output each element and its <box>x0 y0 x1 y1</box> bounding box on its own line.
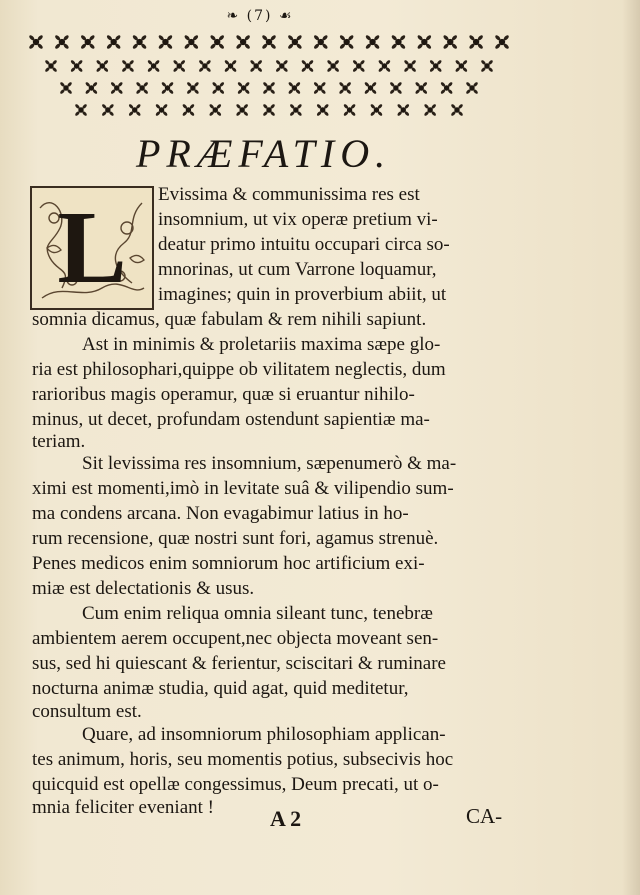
fleuron-ornament <box>429 59 442 72</box>
fleuron-ornament <box>161 81 174 94</box>
fleuron-ornament <box>101 103 114 116</box>
text-line: sus, sed hi quiescant & ferientur, sciscitari & ruminare <box>32 653 446 674</box>
fleuron-ornament <box>424 103 437 116</box>
fleuron-ornament <box>378 59 391 72</box>
fleuron-ornament <box>28 34 43 49</box>
fleuron-ornament <box>443 34 458 49</box>
text-line: nocturna animæ studia, quid agat, quid meditetur, <box>32 678 409 699</box>
fleuron-ornament <box>235 34 250 49</box>
fleuron-ornament <box>96 59 109 72</box>
fleuron-ornament <box>147 59 160 72</box>
fleuron-ornament <box>480 59 493 72</box>
page-edge-shadow <box>622 0 640 895</box>
initial-letter: L <box>57 190 127 305</box>
text-line: minus, ut decet, profundam ostendunt sapientiæ ma- <box>32 409 430 430</box>
fleuron-ornament <box>80 34 95 49</box>
fleuron-ornament <box>316 103 329 116</box>
fleuron-ornament <box>59 81 72 94</box>
fleuron-ornament <box>182 103 195 116</box>
text-line: mnia feliciter eveniant ! <box>32 797 214 818</box>
fleuron-ornament <box>173 59 186 72</box>
fleuron-ornament <box>237 81 250 94</box>
fleuron-ornament <box>313 81 326 94</box>
fleuron-ornament <box>455 59 468 72</box>
fleuron-ornament <box>110 81 123 94</box>
decorated-initial <box>30 186 154 310</box>
catchword: CA- <box>466 804 503 828</box>
text-line: Penes medicos enim somniorum hoc artificium exi- <box>32 553 425 574</box>
fleuron-ornament <box>327 59 340 72</box>
text-line: Quare, ad insomniorum philosophiam applican- <box>82 724 446 745</box>
fleuron-ornament <box>301 59 314 72</box>
text-line: ma condens arcana. Non evagabimur latius in ho- <box>32 503 409 524</box>
fleuron-ornament <box>494 34 509 49</box>
fleuron-ornament <box>262 103 275 116</box>
fleuron-ornament <box>44 59 57 72</box>
fleuron-ornament <box>158 34 173 49</box>
fleuron-ornament <box>209 103 222 116</box>
fleuron-ornament <box>54 34 69 49</box>
fleuron-ornament <box>236 103 249 116</box>
fleuron-ornament <box>262 81 275 94</box>
fleuron-ornament <box>198 59 211 72</box>
fleuron-ornament <box>450 103 463 116</box>
text-line: rum recensione, quæ nostri sunt fori, agamus strenuè. <box>32 528 439 549</box>
fleuron-ornament <box>186 81 199 94</box>
fleuron-ornament <box>224 59 237 72</box>
text-line: Ast in minimis & proletariis maxima sæpe glo- <box>82 334 441 355</box>
fleuron-ornament <box>339 81 352 94</box>
fleuron-ornament <box>417 34 432 49</box>
text-line: Evissima & communissima res est <box>158 184 420 205</box>
fleuron-ornament <box>465 81 478 94</box>
fleuron-ornament <box>287 34 302 49</box>
text-line: imagines; quin in proverbium abiit, ut <box>158 284 447 305</box>
fleuron-ornament <box>250 59 263 72</box>
text-line: mnorinas, ut cum Varrone loquamur, <box>158 259 437 280</box>
text-line: teriam. <box>32 431 86 452</box>
fleuron-ornament <box>121 59 134 72</box>
fleuron-ornament <box>184 34 199 49</box>
text-line: ambientem aerem occupent,nec objecta moveant sen- <box>32 628 439 649</box>
fleuron-ornament <box>364 81 377 94</box>
fleuron-ornament <box>403 59 416 72</box>
fleuron-ornament <box>468 34 483 49</box>
page-title: PRÆFATIO. <box>136 131 392 176</box>
fleuron-ornament <box>128 103 141 116</box>
fleuron-ornament <box>352 59 365 72</box>
fleuron-ornament <box>288 81 301 94</box>
fleuron-ornament <box>415 81 428 94</box>
text-line: ximi est momenti,imò in levitate suâ & vilipendio sum- <box>32 478 454 499</box>
fleuron-ornament <box>397 103 410 116</box>
fleuron-ornament <box>289 103 302 116</box>
fleuron-ornament <box>70 59 83 72</box>
text-line: rarioribus magis operamur, quæ si eruantur nihilo- <box>32 384 415 405</box>
decorative-headpiece <box>26 26 512 126</box>
fleuron-ornament <box>212 81 225 94</box>
fleuron-ornament <box>155 103 168 116</box>
text-line: tes animum, horis, seu momentis potius, subsecivis hoc <box>32 749 454 770</box>
text-line: quicquid est opellæ congessimus, Deum precati, ut o- <box>32 774 439 795</box>
signature-mark: A 2 <box>270 806 302 831</box>
text-line: Sit levissima res insomnium, sæpenumerò & ma- <box>82 453 457 474</box>
fleuron-ornament <box>440 81 453 94</box>
fleuron-ornament <box>389 81 402 94</box>
text-line: Cum enim reliqua omnia sileant tunc, tenebræ <box>82 603 433 624</box>
text-line: insomnium, ut vix operæ pretium vi- <box>158 209 438 230</box>
fleuron-ornament <box>74 103 87 116</box>
fleuron-ornament <box>261 34 276 49</box>
fleuron-ornament <box>391 34 406 49</box>
fleuron-ornament <box>106 34 121 49</box>
fleuron-ornament <box>85 81 98 94</box>
fleuron-ornament <box>370 103 383 116</box>
text-line: miæ est delectationis & usus. <box>32 578 255 599</box>
text-line: somnia dicamus, quæ fabulam & rem nihili sapiunt. <box>32 309 427 330</box>
fleuron-ornament <box>275 59 288 72</box>
text-line: ria est philosophari,quippe ob vilitatem neglectis, dum <box>32 359 446 380</box>
page-number: ❧ (7) ☙ <box>226 8 294 24</box>
fleuron-ornament <box>343 103 356 116</box>
fleuron-ornament <box>210 34 225 49</box>
fleuron-ornament <box>136 81 149 94</box>
fleuron-ornament <box>339 34 354 49</box>
fleuron-ornament <box>132 34 147 49</box>
fleuron-ornament <box>313 34 328 49</box>
text-line: consultum est. <box>32 701 142 722</box>
text-line: deatur primo intuitu occupari circa so- <box>158 234 450 255</box>
fleuron-ornament <box>365 34 380 49</box>
